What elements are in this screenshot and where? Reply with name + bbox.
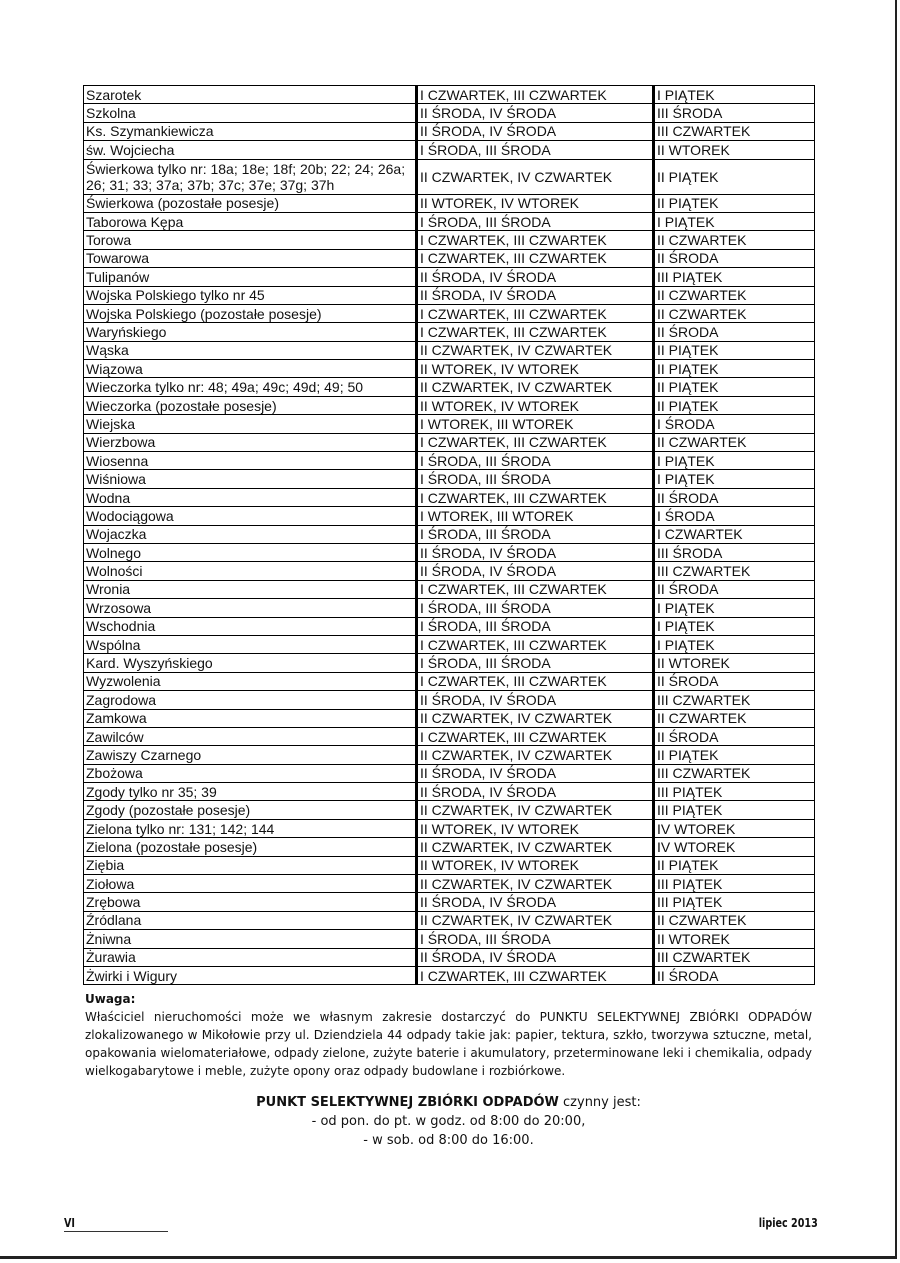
street-name-cell: Zgody (pozostałe posesje) bbox=[84, 801, 417, 819]
street-name-cell: Wyzwolenia bbox=[84, 672, 417, 690]
schedule-table bbox=[83, 85, 815, 985]
segregated-waste-days-cell: II PIĄTEK bbox=[654, 378, 815, 396]
page-number: VI bbox=[64, 1216, 76, 1230]
table-row bbox=[84, 378, 815, 396]
table-row bbox=[84, 746, 815, 764]
collection-point-heading-rest: czynny jest: bbox=[558, 1095, 641, 1110]
segregated-waste-days-cell: III PIĄTEK bbox=[654, 783, 815, 801]
note-title: Uwaga: bbox=[85, 992, 136, 1006]
note-section bbox=[85, 990, 812, 1080]
street-name-cell: Żurawia bbox=[84, 948, 417, 966]
segregated-waste-days-cell: II PIĄTEK bbox=[654, 159, 815, 194]
mixed-waste-days-cell: I ŚRODA, III ŚRODA bbox=[417, 525, 654, 543]
segregated-waste-days-cell: II WTOREK bbox=[654, 654, 815, 672]
collection-point-heading bbox=[85, 1093, 812, 1112]
mixed-waste-days-cell: II ŚRODA, IV ŚRODA bbox=[417, 104, 654, 122]
weekday-hours: - od pon. do pt. w godz. od 8:00 do 20:00, bbox=[311, 1114, 586, 1129]
mixed-waste-days-cell: II CZWARTEK, IV CZWARTEK bbox=[417, 911, 654, 929]
street-name-cell: Zagrodowa bbox=[84, 691, 417, 709]
table-row bbox=[84, 470, 815, 488]
table-row bbox=[84, 249, 815, 267]
mixed-waste-days-cell: I CZWARTEK, III CZWARTEK bbox=[417, 727, 654, 745]
street-name-cell: Wrzosowa bbox=[84, 599, 417, 617]
mixed-waste-days-cell: I CZWARTEK, III CZWARTEK bbox=[417, 304, 654, 322]
street-name-cell: Wojska Polskiego (pozostałe posesje) bbox=[84, 304, 417, 322]
collection-point-name: PUNKT SELEKTYWNEJ ZBIÓRKI ODPADÓW bbox=[256, 1095, 559, 1110]
table-row bbox=[84, 911, 815, 929]
segregated-waste-days-cell: II CZWARTEK bbox=[654, 911, 815, 929]
mixed-waste-days-cell: II CZWARTEK, IV CZWARTEK bbox=[417, 838, 654, 856]
street-name-cell: Zrębowa bbox=[84, 893, 417, 911]
mixed-waste-days-cell: I CZWARTEK, III CZWARTEK bbox=[417, 580, 654, 598]
segregated-waste-days-cell: IV WTOREK bbox=[654, 819, 815, 837]
mixed-waste-days-cell: II CZWARTEK, IV CZWARTEK bbox=[417, 801, 654, 819]
segregated-waste-days-cell: II WTOREK bbox=[654, 141, 815, 159]
mixed-waste-days-cell: II WTOREK, IV WTOREK bbox=[417, 194, 654, 212]
mixed-waste-days-cell: II CZWARTEK, IV CZWARTEK bbox=[417, 341, 654, 359]
mixed-waste-days-cell: I CZWARTEK, III CZWARTEK bbox=[417, 231, 654, 249]
table-row bbox=[84, 562, 815, 580]
street-name-cell: Ziębia bbox=[84, 856, 417, 874]
segregated-waste-days-cell: I CZWARTEK bbox=[654, 525, 815, 543]
segregated-waste-days-cell: I PIĄTEK bbox=[654, 470, 815, 488]
street-name-cell: Świerkowa (pozostałe posesje) bbox=[84, 194, 417, 212]
segregated-waste-days-cell: III ŚRODA bbox=[654, 543, 815, 561]
table-row bbox=[84, 838, 815, 856]
segregated-waste-days-cell: III PIĄTEK bbox=[654, 875, 815, 893]
table-row bbox=[84, 599, 815, 617]
street-name-cell: Świerkowa tylko nr: 18a; 18e; 18f; 20b; 22; 24; 26a; 26; 31; 33; 37a; 37b; 37c; 37e; 37g; 37h bbox=[84, 159, 417, 194]
segregated-waste-days-cell: I PIĄTEK bbox=[654, 212, 815, 230]
saturday-hours: - w sob. od 8:00 do 16:00. bbox=[363, 1133, 534, 1148]
segregated-waste-days-cell: II WTOREK bbox=[654, 930, 815, 948]
street-name-cell: Wolności bbox=[84, 562, 417, 580]
table-row bbox=[84, 691, 815, 709]
table-row bbox=[84, 104, 815, 122]
street-name-cell: św. Wojciecha bbox=[84, 141, 417, 159]
segregated-waste-days-cell: II CZWARTEK bbox=[654, 709, 815, 727]
segregated-waste-days-cell: IV WTOREK bbox=[654, 838, 815, 856]
mixed-waste-days-cell: II CZWARTEK, IV CZWARTEK bbox=[417, 875, 654, 893]
segregated-waste-days-cell: II PIĄTEK bbox=[654, 746, 815, 764]
segregated-waste-days-cell: I PIĄTEK bbox=[654, 599, 815, 617]
segregated-waste-days-cell: III PIĄTEK bbox=[654, 268, 815, 286]
street-name-cell: Wojaczka bbox=[84, 525, 417, 543]
table-row bbox=[84, 323, 815, 341]
table-row bbox=[84, 930, 815, 948]
street-name-cell: Ks. Szymankiewicza bbox=[84, 122, 417, 140]
table-row bbox=[84, 396, 815, 414]
mixed-waste-days-cell: I CZWARTEK, III CZWARTEK bbox=[417, 86, 654, 104]
street-name-cell: Wschodnia bbox=[84, 617, 417, 635]
table-row bbox=[84, 948, 815, 966]
segregated-waste-days-cell: I PIĄTEK bbox=[654, 452, 815, 470]
mixed-waste-days-cell: II ŚRODA, IV ŚRODA bbox=[417, 286, 654, 304]
segregated-waste-days-cell: II ŚRODA bbox=[654, 672, 815, 690]
segregated-waste-days-cell: III PIĄTEK bbox=[654, 801, 815, 819]
table-row bbox=[84, 966, 815, 984]
street-name-cell: Wiejska bbox=[84, 415, 417, 433]
street-name-cell: Zamkowa bbox=[84, 709, 417, 727]
segregated-waste-days-cell: III PIĄTEK bbox=[654, 893, 815, 911]
table-row bbox=[84, 525, 815, 543]
table-row bbox=[84, 672, 815, 690]
mixed-waste-days-cell: II ŚRODA, IV ŚRODA bbox=[417, 562, 654, 580]
mixed-waste-days-cell: I ŚRODA, III ŚRODA bbox=[417, 212, 654, 230]
segregated-waste-days-cell: II CZWARTEK bbox=[654, 286, 815, 304]
table-row bbox=[84, 159, 815, 194]
street-name-cell: Wronia bbox=[84, 580, 417, 598]
street-name-cell: Kard. Wyszyńskiego bbox=[84, 654, 417, 672]
street-name-cell: Zgody tylko nr 35; 39 bbox=[84, 783, 417, 801]
street-name-cell: Wodociągowa bbox=[84, 507, 417, 525]
table-row bbox=[84, 268, 815, 286]
street-name-cell: Wiśniowa bbox=[84, 470, 417, 488]
street-name-cell: Żwirki i Wigury bbox=[84, 966, 417, 984]
mixed-waste-days-cell: I WTOREK, III WTOREK bbox=[417, 415, 654, 433]
mixed-waste-days-cell: II ŚRODA, IV ŚRODA bbox=[417, 893, 654, 911]
table-row bbox=[84, 488, 815, 506]
mixed-waste-days-cell: II WTOREK, IV WTOREK bbox=[417, 856, 654, 874]
segregated-waste-days-cell: II ŚRODA bbox=[654, 966, 815, 984]
segregated-waste-days-cell: III CZWARTEK bbox=[654, 948, 815, 966]
table-row bbox=[84, 452, 815, 470]
mixed-waste-days-cell: I CZWARTEK, III CZWARTEK bbox=[417, 488, 654, 506]
mixed-waste-days-cell: I ŚRODA, III ŚRODA bbox=[417, 141, 654, 159]
mixed-waste-days-cell: II CZWARTEK, IV CZWARTEK bbox=[417, 746, 654, 764]
street-name-cell: Zielona (pozostałe posesje) bbox=[84, 838, 417, 856]
street-name-cell: Wojska Polskiego tylko nr 45 bbox=[84, 286, 417, 304]
table-row bbox=[84, 617, 815, 635]
segregated-waste-days-cell: II ŚRODA bbox=[654, 323, 815, 341]
segregated-waste-days-cell: II PIĄTEK bbox=[654, 341, 815, 359]
mixed-waste-days-cell: II CZWARTEK, IV CZWARTEK bbox=[417, 378, 654, 396]
table-row bbox=[84, 819, 815, 837]
mixed-waste-days-cell: II WTOREK, IV WTOREK bbox=[417, 360, 654, 378]
mixed-waste-days-cell: I ŚRODA, III ŚRODA bbox=[417, 930, 654, 948]
segregated-waste-days-cell: II ŚRODA bbox=[654, 580, 815, 598]
mixed-waste-days-cell: II CZWARTEK, IV CZWARTEK bbox=[417, 159, 654, 194]
table-row bbox=[84, 212, 815, 230]
mixed-waste-days-cell: I WTOREK, III WTOREK bbox=[417, 507, 654, 525]
street-name-cell: Wierzbowa bbox=[84, 433, 417, 451]
segregated-waste-days-cell: III CZWARTEK bbox=[654, 562, 815, 580]
street-name-cell: Źródlana bbox=[84, 911, 417, 929]
footer-divider bbox=[64, 1231, 168, 1232]
street-name-cell: Wieczorka tylko nr: 48; 49a; 49c; 49d; 49; 50 bbox=[84, 378, 417, 396]
table-row bbox=[84, 122, 815, 140]
note-body: Właściciel nieruchomości może we własnym zakresie dostarczyć do PUNKTU SELEKTYWNEJ ZBIÓRKI ODPADÓW zlokalizowanego w Mikołowie przy ul. Dziendziela 44 odpady takie jak: papier, tektura, szkło, tworzywa sztuczne, metal, opakowania wielomateriałowe, odpady zielone, zużyte baterie i akumulatory, przeterminowane leki i chemikalia, odpady wielkogabarytowe i meble, zużyte opony oraz odpady budowlane i rozbiórkowe. bbox=[85, 1010, 812, 1078]
collection-point-hours bbox=[85, 1093, 812, 1150]
table-row bbox=[84, 635, 815, 653]
schedule-table-body bbox=[84, 86, 815, 985]
mixed-waste-days-cell: II ŚRODA, IV ŚRODA bbox=[417, 543, 654, 561]
street-name-cell: Wodna bbox=[84, 488, 417, 506]
table-row bbox=[84, 543, 815, 561]
table-row bbox=[84, 727, 815, 745]
table-row bbox=[84, 194, 815, 212]
table-row bbox=[84, 654, 815, 672]
segregated-waste-days-cell: II PIĄTEK bbox=[654, 194, 815, 212]
table-row bbox=[84, 507, 815, 525]
segregated-waste-days-cell: II PIĄTEK bbox=[654, 360, 815, 378]
table-row bbox=[84, 764, 815, 782]
street-name-cell: Wspólna bbox=[84, 635, 417, 653]
street-name-cell: Żniwna bbox=[84, 930, 417, 948]
mixed-waste-days-cell: II WTOREK, IV WTOREK bbox=[417, 396, 654, 414]
segregated-waste-days-cell: II PIĄTEK bbox=[654, 856, 815, 874]
table-row bbox=[84, 341, 815, 359]
table-row bbox=[84, 360, 815, 378]
mixed-waste-days-cell: I ŚRODA, III ŚRODA bbox=[417, 470, 654, 488]
mixed-waste-days-cell: I CZWARTEK, III CZWARTEK bbox=[417, 433, 654, 451]
table-row bbox=[84, 433, 815, 451]
segregated-waste-days-cell: I PIĄTEK bbox=[654, 635, 815, 653]
segregated-waste-days-cell: III CZWARTEK bbox=[654, 122, 815, 140]
street-name-cell: Zawilców bbox=[84, 727, 417, 745]
street-name-cell: Waryńskiego bbox=[84, 323, 417, 341]
mixed-waste-days-cell: I ŚRODA, III ŚRODA bbox=[417, 654, 654, 672]
segregated-waste-days-cell: II CZWARTEK bbox=[654, 231, 815, 249]
table-row bbox=[84, 783, 815, 801]
street-name-cell: Towarowa bbox=[84, 249, 417, 267]
mixed-waste-days-cell: II CZWARTEK, IV CZWARTEK bbox=[417, 709, 654, 727]
street-name-cell: Zbożowa bbox=[84, 764, 417, 782]
mixed-waste-days-cell: II WTOREK, IV WTOREK bbox=[417, 819, 654, 837]
street-name-cell: Zielona tylko nr: 131; 142; 144 bbox=[84, 819, 417, 837]
street-name-cell: Zawiszy Czarnego bbox=[84, 746, 417, 764]
street-name-cell: Wiązowa bbox=[84, 360, 417, 378]
mixed-waste-days-cell: I CZWARTEK, III CZWARTEK bbox=[417, 249, 654, 267]
street-name-cell: Ziołowa bbox=[84, 875, 417, 893]
segregated-waste-days-cell: II ŚRODA bbox=[654, 249, 815, 267]
mixed-waste-days-cell: I CZWARTEK, III CZWARTEK bbox=[417, 966, 654, 984]
table-row bbox=[84, 580, 815, 598]
table-row bbox=[84, 801, 815, 819]
street-name-cell: Wolnego bbox=[84, 543, 417, 561]
table-row bbox=[84, 893, 815, 911]
table-row bbox=[84, 709, 815, 727]
street-name-cell: Szarotek bbox=[84, 86, 417, 104]
table-row bbox=[84, 304, 815, 322]
mixed-waste-days-cell: II ŚRODA, IV ŚRODA bbox=[417, 691, 654, 709]
segregated-waste-days-cell: III CZWARTEK bbox=[654, 764, 815, 782]
mixed-waste-days-cell: I CZWARTEK, III CZWARTEK bbox=[417, 323, 654, 341]
mixed-waste-days-cell: II ŚRODA, IV ŚRODA bbox=[417, 268, 654, 286]
table-row bbox=[84, 286, 815, 304]
street-name-cell: Taborowa Kępa bbox=[84, 212, 417, 230]
mixed-waste-days-cell: I ŚRODA, III ŚRODA bbox=[417, 452, 654, 470]
segregated-waste-days-cell: I ŚRODA bbox=[654, 507, 815, 525]
mixed-waste-days-cell: II ŚRODA, IV ŚRODA bbox=[417, 122, 654, 140]
segregated-waste-days-cell: II CZWARTEK bbox=[654, 433, 815, 451]
issue-date: lipiec 2013 bbox=[758, 1216, 818, 1230]
segregated-waste-days-cell: II CZWARTEK bbox=[654, 304, 815, 322]
segregated-waste-days-cell: I PIĄTEK bbox=[654, 86, 815, 104]
mixed-waste-days-cell: I CZWARTEK, III CZWARTEK bbox=[417, 672, 654, 690]
street-name-cell: Szkolna bbox=[84, 104, 417, 122]
mixed-waste-days-cell: II ŚRODA, IV ŚRODA bbox=[417, 764, 654, 782]
mixed-waste-days-cell: I ŚRODA, III ŚRODA bbox=[417, 599, 654, 617]
segregated-waste-days-cell: III CZWARTEK bbox=[654, 691, 815, 709]
mixed-waste-days-cell: II ŚRODA, IV ŚRODA bbox=[417, 948, 654, 966]
table-row bbox=[84, 415, 815, 433]
table-row bbox=[84, 231, 815, 249]
mixed-waste-days-cell: I ŚRODA, III ŚRODA bbox=[417, 617, 654, 635]
segregated-waste-days-cell: II ŚRODA bbox=[654, 727, 815, 745]
segregated-waste-days-cell: II ŚRODA bbox=[654, 488, 815, 506]
segregated-waste-days-cell: III ŚRODA bbox=[654, 104, 815, 122]
mixed-waste-days-cell: I CZWARTEK, III CZWARTEK bbox=[417, 635, 654, 653]
street-name-cell: Torowa bbox=[84, 231, 417, 249]
table-row bbox=[84, 86, 815, 104]
segregated-waste-days-cell: I PIĄTEK bbox=[654, 617, 815, 635]
segregated-waste-days-cell: II PIĄTEK bbox=[654, 396, 815, 414]
table-row bbox=[84, 141, 815, 159]
table-row bbox=[84, 856, 815, 874]
street-name-cell: Tulipanów bbox=[84, 268, 417, 286]
street-name-cell: Wąska bbox=[84, 341, 417, 359]
table-row bbox=[84, 875, 815, 893]
mixed-waste-days-cell: II ŚRODA, IV ŚRODA bbox=[417, 783, 654, 801]
street-name-cell: Wieczorka (pozostałe posesje) bbox=[84, 396, 417, 414]
segregated-waste-days-cell: I ŚRODA bbox=[654, 415, 815, 433]
street-name-cell: Wiosenna bbox=[84, 452, 417, 470]
